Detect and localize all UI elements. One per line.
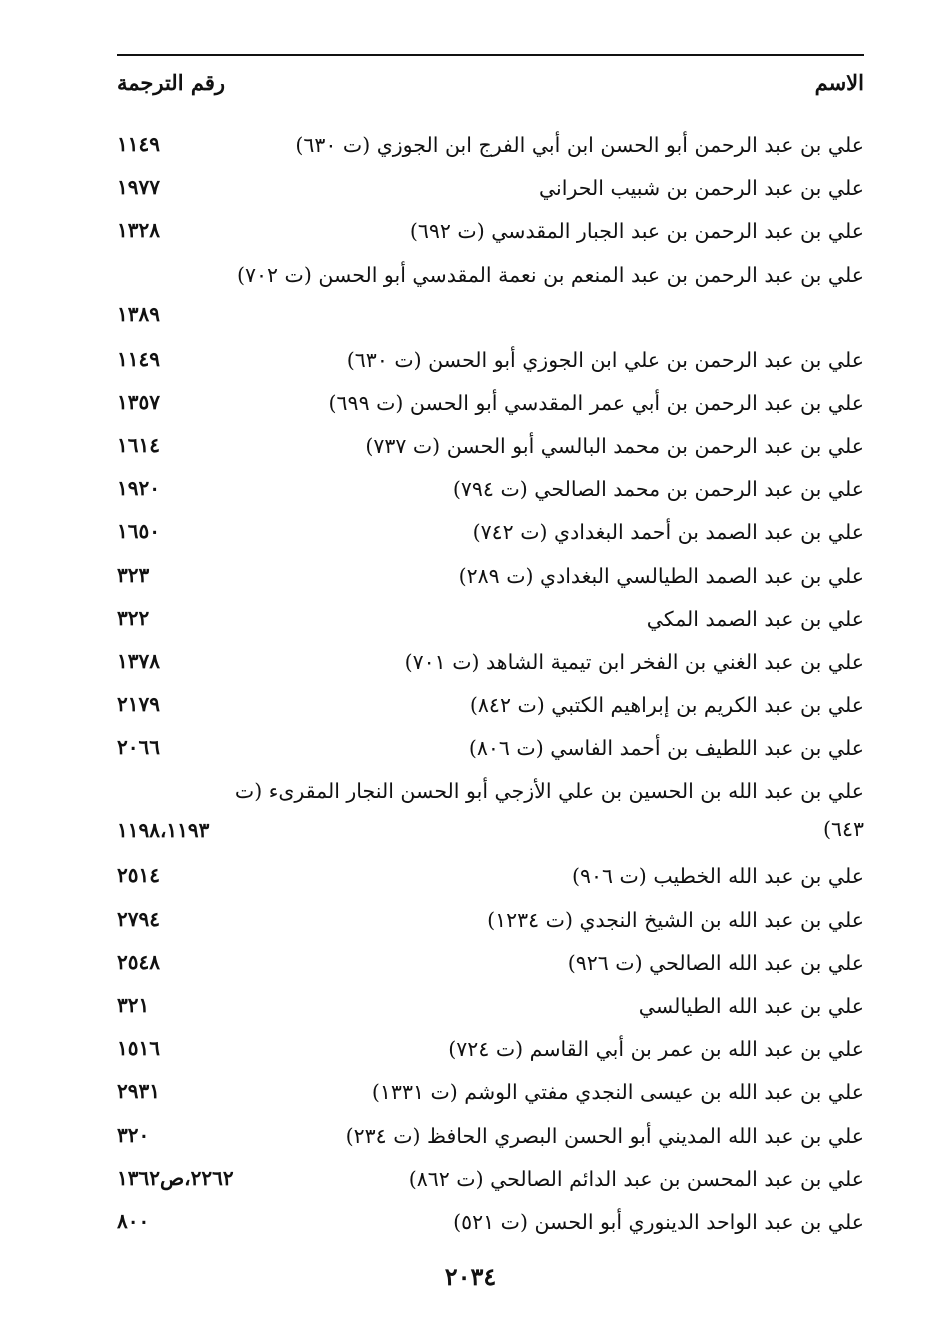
index-entry	[117, 1115, 864, 1158]
entry-name: علي بن عبد الرحمن بن محمد البالسي أبو الحسن (ت ٧٣٧)	[365, 433, 864, 458]
index-entry	[117, 899, 864, 942]
index-entry	[117, 1028, 864, 1071]
index-entry	[117, 684, 864, 727]
entry-number: ١١٤٩	[117, 346, 160, 371]
page-number: ٢٠٣٤	[444, 1262, 497, 1291]
entry-name: علي بن عبد الصمد بن أحمد البغدادي (ت ٧٤٢)	[472, 520, 864, 545]
index-entry	[117, 727, 864, 770]
entry-name: علي بن عبد الله بن عمر بن أبي القاسم (ت ٧٢٤)	[448, 1037, 864, 1062]
entry-number: ١٦١٤	[117, 432, 160, 457]
index-entry	[117, 1201, 864, 1244]
entry-name: علي بن عبد الرحمن بن عبد المنعم بن نعمة المقدسي أبو الحسن (ت ٧٠٢)	[236, 262, 864, 287]
entry-name: علي بن عبد الرحمن بن أبي عمر المقدسي أبو الحسن (ت ٦٩٩)	[328, 390, 864, 415]
index-entry	[117, 254, 864, 339]
entry-name: علي بن عبد الله المديني أبو الحسن البصري الحافظ (ت ٢٣٤)	[345, 1123, 864, 1148]
name-column-label: الاسم	[814, 70, 864, 95]
entry-name: علي بن عبد الغني بن الفخر ابن تيمية الشاهد (ت ٧٠١)	[404, 649, 864, 674]
entry-number: ٣٢٠	[117, 1122, 150, 1147]
entry-number: ٢٩٣١	[117, 1079, 160, 1104]
top-rule	[117, 54, 864, 56]
index-entries	[117, 124, 864, 1244]
index-entry	[117, 555, 864, 598]
entry-number: ٢٧٩٤	[117, 906, 160, 931]
index-entry	[117, 1158, 864, 1201]
entry-number: ٣٢٣	[117, 562, 150, 587]
entry-number: ٢١٧٩	[117, 692, 160, 717]
entry-number: ١٣٨٩	[117, 301, 160, 326]
entry-name: علي بن عبد الصمد المكي	[646, 606, 864, 631]
entry-name: علي بن عبد الكريم بن إبراهيم الكتبي (ت ٨٤٢)	[469, 693, 864, 718]
entry-name: علي بن عبد الواحد الدينوري أبو الحسن (ت ٥٢١)	[453, 1209, 864, 1234]
entry-number: ١٥١٦	[117, 1036, 160, 1061]
entry-number: ١٦٥٠	[117, 519, 160, 544]
entry-name: علي بن عبد الله بن الحسين بن علي الأزجي أبو الحسن النجار المقرىء (ت ٦٤٣)	[234, 779, 864, 842]
entry-name: علي بن عبد الرحمن بن عبد الجبار المقدسي (ت ٦٩٢)	[409, 219, 864, 244]
entry-number: ١٩٧٧	[117, 175, 160, 200]
index-entry	[117, 641, 864, 684]
entry-number: ١٣٥٧	[117, 389, 160, 414]
column-header	[117, 70, 864, 104]
index-entry	[117, 425, 864, 468]
entry-number: ٢٥١٤	[117, 863, 160, 888]
entry-number: ١٩٢٠	[117, 476, 160, 501]
entry-name: علي بن عبد اللطيف بن أحمد الفاسي (ت ٨٠٦)	[468, 736, 864, 761]
entry-number: ١٣٧٨	[117, 648, 160, 673]
entry-number: ١٣٢٨	[117, 218, 160, 243]
index-entry	[117, 124, 864, 167]
entry-number: ١١٤٩	[117, 132, 160, 156]
index-entry	[117, 511, 864, 554]
entry-number: ٢٠٦٦	[117, 735, 160, 760]
entry-number: ١١٩٨،١١٩٣	[117, 818, 210, 843]
entry-name: علي بن عبد الله بن عيسى النجدي مفتي الوشم (ت ١٣٣١)	[371, 1080, 864, 1105]
index-entry	[117, 210, 864, 253]
index-entry	[117, 167, 864, 210]
entry-name: علي بن عبد الله بن الشيخ النجدي (ت ١٢٣٤)	[487, 907, 864, 932]
entry-number: ٢٢٦٢،ص١٣٦٢	[117, 1165, 234, 1190]
index-entry	[117, 468, 864, 511]
entry-name: علي بن عبد الله الخطيب (ت ٩٠٦)	[571, 864, 864, 889]
entry-number: ٣٢١	[117, 993, 150, 1017]
index-entry	[117, 942, 864, 985]
entry-name: علي بن عبد الرحمن بن شبيب الحراني	[538, 176, 864, 201]
entry-number: ٢٥٤٨	[117, 949, 160, 974]
entry-name: علي بن عبد الله الطيالسي	[638, 994, 864, 1018]
entry-number: ٣٢٢	[117, 605, 150, 630]
entry-name: علي بن عبد الله الصالحي (ت ٩٢٦)	[567, 950, 864, 975]
index-entry	[117, 855, 864, 898]
entry-name: علي بن عبد الرحمن بن محمد الصالحي (ت ٧٩٤)	[452, 477, 864, 502]
index-entry	[117, 1071, 864, 1114]
index-entry	[117, 598, 864, 641]
number-column-label: رقم الترجمة	[117, 70, 226, 95]
index-entry	[117, 770, 864, 855]
entry-number: ٨٠٠	[117, 1208, 150, 1233]
index-entry	[117, 985, 864, 1028]
index-entry	[117, 339, 864, 382]
entry-name: علي بن عبد المحسن بن عبد الدائم الصالحي (ت ٨٦٢)	[408, 1166, 864, 1191]
entry-name: علي بن عبد الرحمن أبو الحسن ابن أبي الفرج ابن الجوزي (ت ٦٣٠)	[295, 133, 864, 157]
entry-name: علي بن عبد الصمد الطيالسي البغدادي (ت ٢٨٩)	[458, 563, 864, 588]
entry-name: علي بن عبد الرحمن بن علي ابن الجوزي أبو الحسن (ت ٦٣٠)	[346, 347, 864, 372]
index-entry	[117, 382, 864, 425]
